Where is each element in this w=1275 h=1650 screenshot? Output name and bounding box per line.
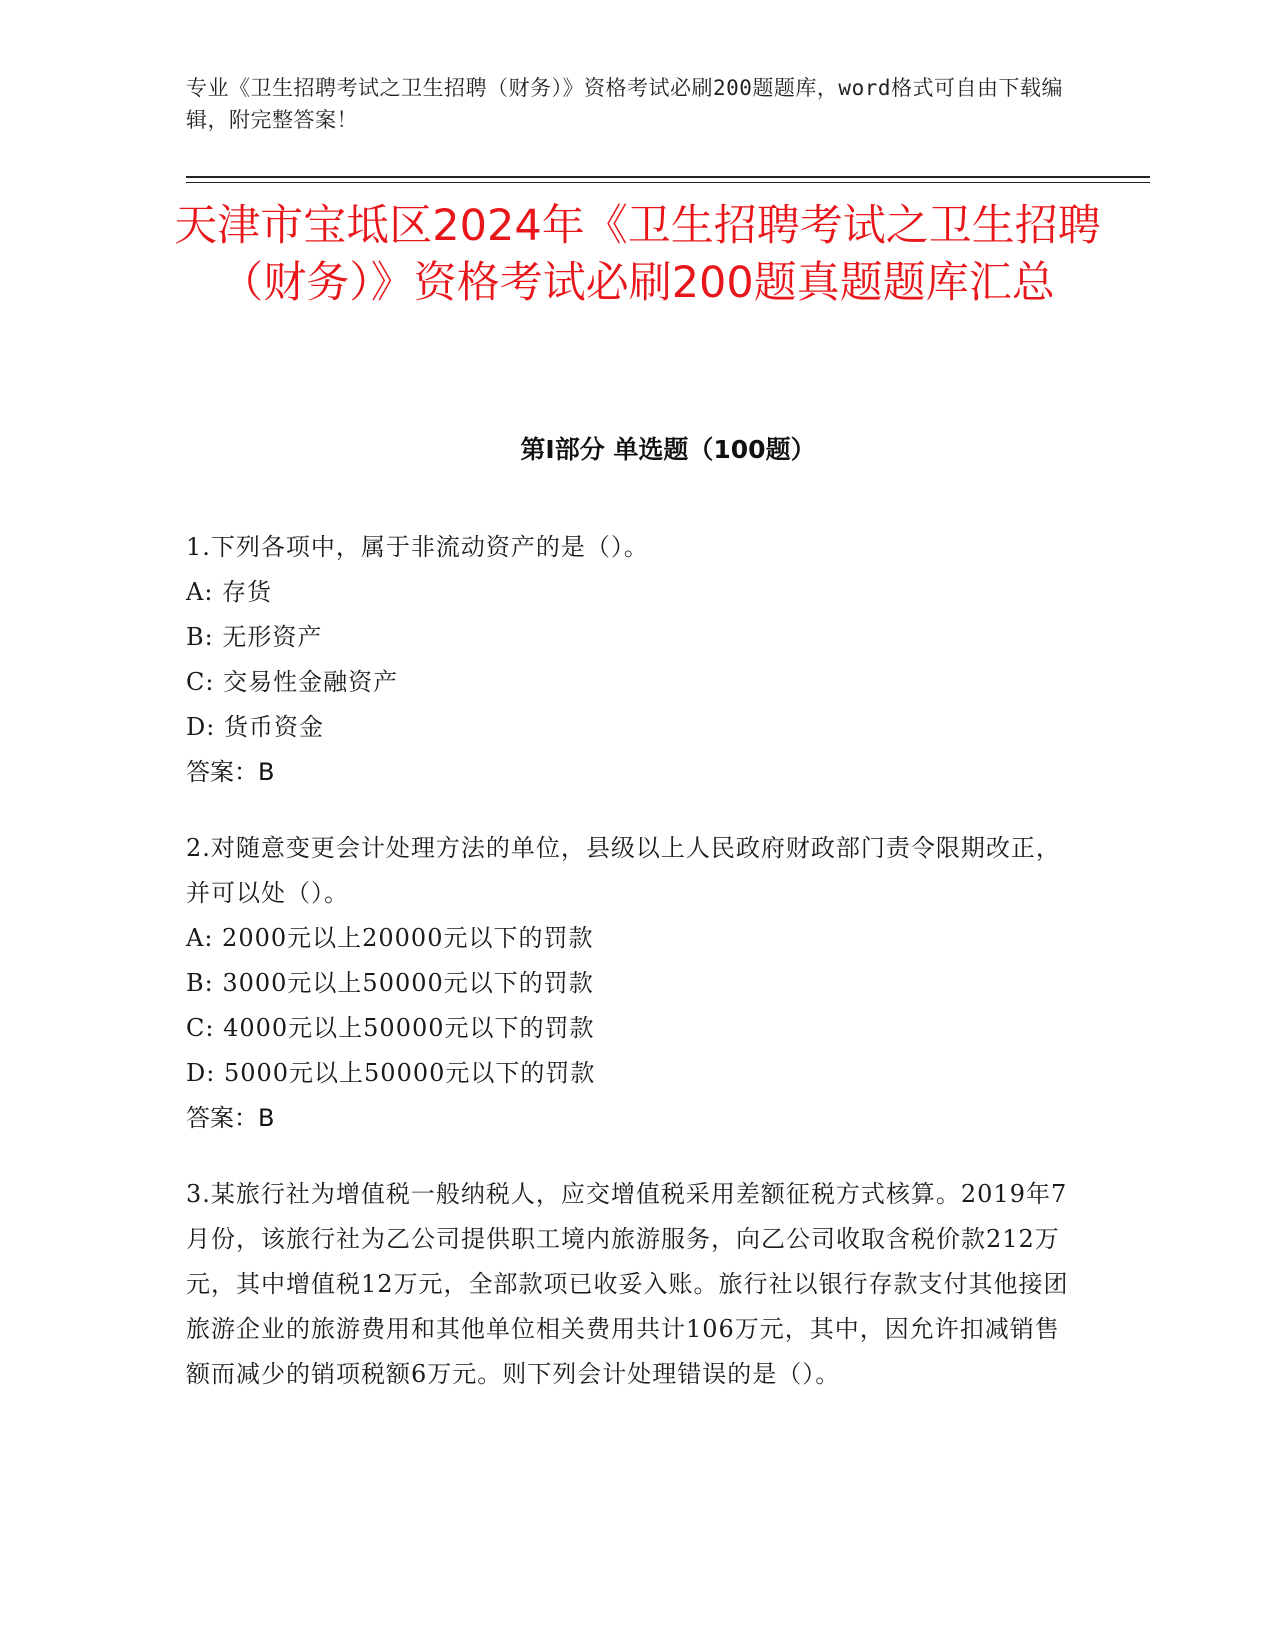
section-title: 第Ⅰ部分 单选题（100题） bbox=[520, 435, 816, 464]
option-a: A: 2000元以上20000元以下的罚款 bbox=[186, 924, 594, 952]
document-title: 天津市宝坻区2024年《卫生招聘考试之卫生招聘（财务）》资格考试必刷200题真题题库汇总 bbox=[174, 201, 1101, 308]
option-b: B: 无形资产 bbox=[186, 623, 323, 651]
question-3 bbox=[186, 1172, 1076, 1397]
question-stem: 1.下列各项中，属于非流动资产的是（）。 bbox=[186, 533, 649, 561]
option-d: D: 5000元以上50000元以下的罚款 bbox=[186, 1059, 596, 1087]
header-note: 专业《卫生招聘考试之卫生招聘（财务）》资格考试必刷200题题库，word格式可自由下载编辑，附完整答案！ bbox=[186, 76, 1063, 132]
option-c: C: 4000元以上50000元以下的罚款 bbox=[186, 1014, 595, 1042]
question-list bbox=[186, 525, 1076, 1428]
question-stem: 2.对随意变更会计处理方法的单位，县级以上人民政府财政部门责令限期改正，并可以处（）。 bbox=[186, 834, 1061, 907]
question-stem: 3.某旅行社为增值税一般纳税人，应交增值税采用差额征税方式核算。2019年7月份，该旅行社为乙公司提供职工境内旅游服务，向乙公司收取含税价款212万元，其中增值税12万元，全部款项已收妥入账。旅行社以银行存款支付其他接团旅游企业的旅游费用和其他单位相关费用共计106万元，其中，因允许扣减销售额而减少的销项税额6万元。则下列会计处理错误的是（）。 bbox=[186, 1180, 1069, 1388]
option-c: C: 交易性金融资产 bbox=[186, 668, 399, 696]
answer-line: 答案：B bbox=[186, 758, 275, 786]
header-divider-thin bbox=[186, 182, 1150, 183]
question-2 bbox=[186, 826, 1076, 1141]
header-divider-thick bbox=[186, 176, 1150, 178]
option-b: B: 3000元以上50000元以下的罚款 bbox=[186, 969, 594, 997]
option-a: A: 存货 bbox=[186, 578, 273, 606]
question-1 bbox=[186, 525, 1076, 795]
answer-line: 答案：B bbox=[186, 1104, 275, 1132]
option-d: D: 货币资金 bbox=[186, 713, 324, 741]
